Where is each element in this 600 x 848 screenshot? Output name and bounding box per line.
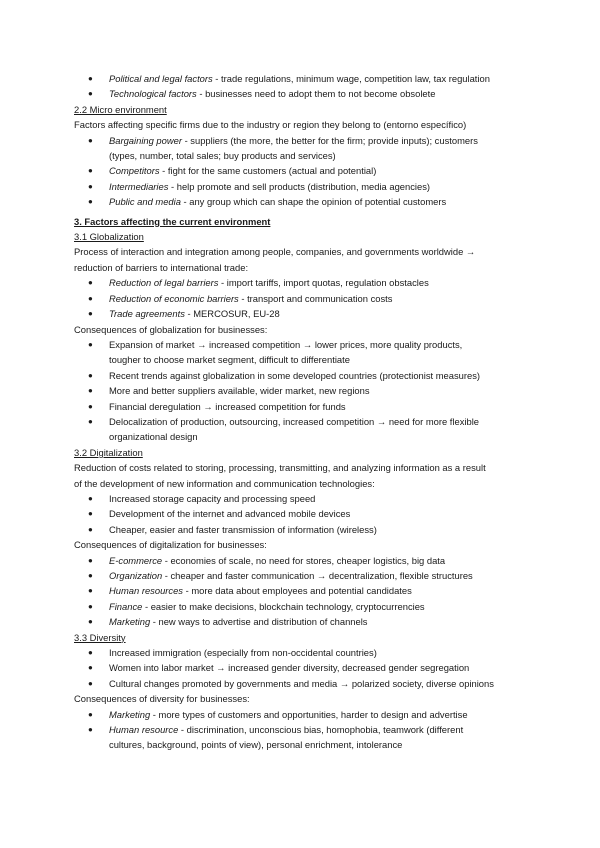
bullet-icon: ● (88, 678, 93, 688)
bullet-icon: ● (88, 309, 93, 319)
bullet-icon: ● (88, 293, 93, 303)
list-item (74, 491, 536, 506)
bullet-icon: ● (88, 135, 93, 145)
bullet-text: More and better suppliers available, wider market, new regions (109, 385, 370, 397)
bullet-term: Organization (109, 570, 163, 581)
bullet-term: Intermediaries (109, 180, 169, 192)
list-item (74, 383, 536, 398)
bullet-continuation: tougher to choose market segment, difficult to differentiate (109, 354, 350, 366)
bullet-text: Cheaper, easier and faster transmission of information (wireless) (109, 523, 377, 535)
list-item (74, 275, 536, 290)
diversity-bullet-list (74, 645, 536, 691)
bullet-icon: ● (88, 416, 93, 426)
bullet-text: Increased immigration (especially from non-occidental countries) (109, 647, 377, 659)
bullet-icon: ● (88, 278, 93, 288)
bullet-desc: - easier to make decisions, blockchain technology, cryptocurrencies (142, 600, 425, 612)
bullet-term: Political and legal factors (109, 73, 213, 84)
bullet-icon: ● (88, 370, 93, 380)
list-item (74, 568, 536, 583)
list-item (74, 337, 536, 368)
bullet-desc: - MERCOSUR, EU-28 (184, 308, 280, 320)
list-item (74, 291, 536, 306)
list-item (74, 614, 536, 629)
document-page (74, 71, 536, 753)
bullet-icon: ● (88, 197, 93, 207)
bullet-desc: - fight for the same customers (actual and potential) (159, 165, 377, 177)
bullet-term: Marketing (109, 616, 151, 628)
bullet-term: Human resource (109, 724, 179, 736)
bullet-icon: ● (88, 571, 93, 580)
bullet-icon: ● (88, 493, 93, 503)
bullet-desc: - discrimination, unconscious bias, homophobia, teamwork (different (178, 724, 464, 736)
bullet-icon: ● (88, 181, 93, 191)
list-item (74, 71, 536, 86)
bullet-text: Development of the internet and advanced mobile devices (109, 508, 351, 520)
paragraph: Factors affecting specific firms due to the industry or region they belong to (entorno específico) (74, 119, 467, 131)
bullet-term: Public and media (109, 196, 181, 208)
diversity-consequences-list (74, 707, 536, 753)
list-item (74, 399, 536, 414)
bullet-continuation: (types, number, total sales; buy products and services) (109, 150, 336, 162)
bullet-text: Increased storage capacity and processing speed (109, 492, 316, 504)
list-item (74, 660, 536, 675)
paragraph: Consequences of digitalization for businesses: (74, 539, 267, 551)
bullet-text: Recent trends against globalization in some developed countries (protectionist measures) (109, 369, 481, 381)
list-item (74, 522, 536, 537)
bullet-term: Reduction of legal barriers (109, 277, 219, 289)
paragraph: of the development of new information and communication technologies: (74, 477, 375, 489)
paragraph: Consequences of diversity for businesses: (74, 693, 250, 705)
bullet-term: Marketing (109, 708, 151, 720)
section-heading-globalization: 3.1 Globalization (74, 231, 144, 243)
bullet-desc: - businesses need to adopt them to not become obsolete (196, 88, 436, 100)
bullet-desc: - any group which can shape the opinion of potential customers (180, 196, 447, 208)
micro-bullet-list (74, 133, 536, 210)
bullet-icon: ● (88, 663, 93, 673)
bullet-desc: - economies of scale, no need for stores, cheaper logistics, big data (162, 554, 446, 566)
section-heading-3: 3. Factors affecting the current environment (74, 215, 271, 227)
bullet-icon: ● (88, 386, 93, 396)
bullet-term: E-commerce (109, 554, 163, 566)
bullet-icon: ● (88, 524, 93, 534)
bullet-term: Human resources (109, 585, 183, 597)
list-item (74, 179, 536, 194)
bullet-desc: - trade regulations, minimum wage, competition law, tax regulation (212, 73, 490, 84)
bullet-desc: - more types of customers and opportunities, harder to design and advertise (150, 708, 468, 720)
bullet-desc: - new ways to advertise and distribution of channels (150, 616, 368, 628)
bullet-term: Bargaining power (109, 134, 182, 146)
bullet-icon: ● (88, 555, 93, 565)
bullet-icon: ● (88, 401, 93, 411)
bullet-icon: ● (88, 648, 93, 658)
list-item (74, 645, 536, 660)
globalization-consequences-list (74, 337, 536, 445)
list-item (74, 163, 536, 178)
list-item (74, 599, 536, 614)
bullet-desc: - suppliers (the more, the better for the firm; provide inputs); customers (181, 134, 478, 146)
bullet-text: Delocalization of production, outsourcing, increased competition → need for more flexible (109, 415, 479, 427)
paragraph: Reduction of costs related to storing, processing, transmitting, and analyzing information as a result (74, 462, 486, 474)
paragraph: reduction of barriers to international trade: (74, 261, 249, 273)
list-item (74, 506, 536, 521)
digitalization-consequences-list (74, 553, 536, 630)
list-item (74, 707, 536, 722)
list-item (74, 553, 536, 568)
list-item (74, 368, 536, 383)
list-item (74, 86, 536, 101)
bullet-icon: ● (88, 166, 93, 176)
bullet-text: Expansion of market → increased competition → lower prices, more quality products, (109, 338, 463, 350)
paragraph: Consequences of globalization for businesses: (74, 323, 268, 335)
bullet-icon: ● (88, 509, 93, 519)
bullet-icon: ● (88, 709, 93, 719)
list-item (74, 133, 536, 164)
bullet-term: Trade agreements (109, 308, 185, 320)
bullet-term: Competitors (109, 165, 160, 177)
section-heading-micro: 2.2 Micro environment (74, 103, 167, 115)
bullet-desc: - more data about employees and potential candidates (183, 585, 412, 597)
bullet-term: Reduction of economic barriers (109, 292, 239, 304)
section-heading-digitalization: 3.2 Digitalization (74, 446, 143, 458)
bullet-desc: - import tariffs, import quotas, regulation obstacles (218, 277, 429, 289)
bullet-desc: - help promote and sell products (distribution, media agencies) (168, 180, 430, 192)
bullet-continuation: cultures, background, points of view), personal enrichment, intolerance (109, 739, 403, 751)
bullet-text: Cultural changes promoted by governments and media → polarized society, diverse opinions (109, 677, 494, 689)
bullet-icon: ● (88, 725, 93, 735)
paragraph: Process of interaction and integration among people, companies, and governments worldwide → (74, 246, 476, 258)
bullet-continuation: organizational design (109, 431, 198, 443)
bullet-text: Women into labor market → increased gender diversity, decreased gender segregation (109, 662, 470, 674)
list-item (74, 722, 536, 753)
bullet-icon: ● (88, 339, 93, 349)
digitalization-bullet-list (74, 491, 536, 537)
bullet-desc: - transport and communication costs (238, 292, 393, 304)
globalization-bullet-list (74, 275, 536, 321)
list-item (74, 583, 536, 598)
bullet-term: Finance (109, 600, 143, 612)
bullet-text: Financial deregulation → increased competition for funds (109, 400, 346, 412)
list-item (74, 414, 536, 445)
top-bullet-list (74, 71, 536, 102)
bullet-icon: ● (88, 601, 93, 611)
bullet-icon: ● (88, 586, 93, 596)
list-item (74, 194, 536, 209)
section-heading-diversity: 3.3 Diversity (74, 631, 126, 643)
bullet-icon: ● (88, 89, 93, 99)
list-item (74, 676, 536, 691)
bullet-term: Technological factors (109, 88, 197, 100)
bullet-icon: ● (88, 74, 93, 83)
bullet-desc: - cheaper and faster communication → decentralization, flexible structures (162, 570, 473, 581)
bullet-icon: ● (88, 617, 93, 627)
list-item (74, 306, 536, 321)
